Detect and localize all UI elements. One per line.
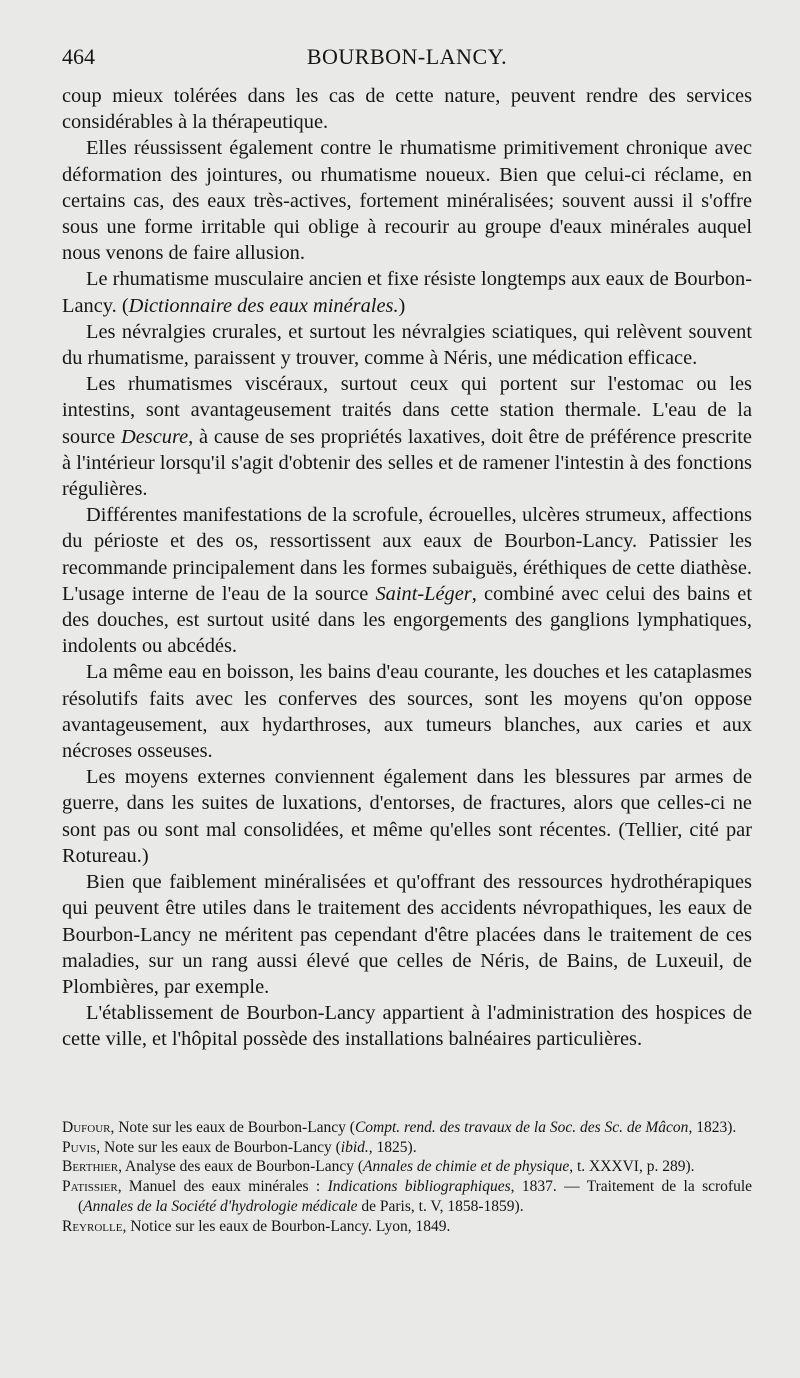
bibliography [62, 1118, 752, 1236]
reference-title: Compt. rend. des travaux de la Soc. des Sc. de Mâcon [354, 1119, 689, 1136]
reference-text: , 1823). [688, 1119, 737, 1136]
running-title: BOURBON-LANCY. [306, 44, 508, 69]
paragraph: Les moyens externes conviennent également dans les blessures par armes de guerre, dans les suites de luxations, d'entorses, de fractures, alors que celles-ci ne sont pas ou sont mal consolidées, et même qu'elles sont récentes. (Tellier, cité par Rotureau.) [62, 766, 752, 867]
paragraph: L'établissement de Bourbon-Lancy appartient à l'administration des hospices de cette ville, et l'hôpital possède des installations balnéaires particulières. [62, 1002, 752, 1051]
paragraph-text: ) [398, 294, 406, 317]
reference-text: , Note sur les eaux de Bourbon-Lancy ( [110, 1119, 355, 1136]
reference-title: Annales de la Société d'hydrologie médicale [83, 1197, 358, 1215]
paragraph [62, 502, 752, 659]
paragraph: Les névralgies crurales, et surtout les névralgies sciatiques, qui relèvent souvent du rhumatisme, paraissent y trouver, comme à Néris, une médication efficace. [62, 320, 752, 370]
page-number: 464 [62, 44, 95, 69]
paragraph [62, 371, 752, 502]
reference-text: , Manuel des eaux minérales : [117, 1178, 328, 1196]
reference-text: , Note sur les eaux de Bourbon-Lancy ( [96, 1138, 341, 1156]
reference-item [62, 1157, 752, 1177]
paragraph: Elles réussissent également contre le rhumatisme primitivement chronique avec déformation des jointures, ou rhumatisme noueux. Bien que celui-ci réclame, en certains cas, des eaux très-actives, fortement minéralisées; souvent aussi il s'offre sous une forme irritable qui oblige à recourir au groupe d'eaux minérales auquel nous venons de faire allusion. [62, 137, 752, 265]
paragraph-text: Différentes manifestations de la scrofule, écrouelles, ulcères strumeux, affections du périoste et des os, ressortissent aux eaux de Bourbon-Lancy. Patissier les recommande principalement dans les formes subaiguës, éréthiques de cette diathèse. L'usage interne de l'eau de la source [62, 504, 752, 605]
paragraph [62, 266, 752, 318]
body-text [62, 83, 752, 1053]
source-name: Descure [120, 425, 189, 448]
reference-title: ibid. [340, 1138, 369, 1156]
reference-text: , 1825). [368, 1138, 417, 1156]
page-header [62, 44, 752, 74]
reference-text: , Notice sur les eaux de Bourbon-Lancy. Lyon, 1849. [122, 1217, 451, 1235]
reference-author: Dufour [62, 1119, 111, 1136]
paragraph-text: Le rhumatisme musculaire ancien et fixe résiste longtemps aux eaux de Bourbon-Lancy. ( [62, 268, 752, 317]
reference-author: Patissier [62, 1178, 118, 1196]
reference-item [62, 1138, 752, 1158]
paragraph-text: , combiné avec celui des bains et des douches, est surtout usité dans les engorgements des ganglions lymphatiques, indolents ou abcédés. [62, 582, 752, 658]
paragraph-text: Les rhumatismes viscéraux, surtout ceux qui portent sur l'estomac ou les intestins, sont avantageusement traités dans cette station thermale. L'eau de la source [62, 373, 752, 448]
reference-text: , 1837. — Traitement de la scrofule ( [78, 1178, 753, 1215]
reference-text: , Analyse des eaux de Bourbon-Lancy ( [118, 1158, 364, 1176]
reference-item [62, 1177, 752, 1216]
reference-item [62, 1217, 752, 1237]
reference-author: Puvis [62, 1138, 97, 1156]
paragraph: La même eau en boisson, les bains d'eau courante, les douches et les cataplasmes résolutifs faits avec les conferves des sources, sont les moyens qu'on oppose avantageusement, aux hydarthroses, aux tumeurs blanches, aux caries et aux nécroses osseuses. [62, 661, 752, 763]
reference-title: Indications bibliographiques [327, 1178, 511, 1196]
source-name: Saint-Léger [375, 582, 472, 605]
reference-author: Berthier [62, 1158, 119, 1176]
italic-title: Dictionnaire des eaux minérales. [128, 294, 399, 317]
paragraph-text: , à cause de ses propriétés laxatives, doit être de préférence prescrite à l'intérieur lorsqu'il s'agit d'obtenir des selles et de ramener l'intestin à des fonctions régulières. [62, 425, 752, 501]
reference-title: Annales de chimie et de physique [363, 1158, 570, 1176]
paragraph: coup mieux tolérées dans les cas de cette nature, peuvent rendre des services considérables à la thérapeutique. [62, 85, 752, 134]
reference-item [62, 1118, 752, 1138]
reference-text: , t. XXXVI, p. 289). [569, 1158, 695, 1176]
paragraph: Bien que faiblement minéralisées et qu'offrant des ressources hydrothérapiques qui peuvent être utiles dans le traitement des accidents névropathiques, les eaux de Bourbon-Lancy ne méritent pas cependant d'être placées dans le traitement de ces maladies, sur un rang aussi élevé que celles de Néris, de Bains, de Luxeuil, de Plombières, par exemple. [62, 871, 752, 998]
reference-author: Reyrolle [62, 1217, 123, 1235]
reference-text: de Paris, t. V, 1858-1859). [357, 1197, 524, 1215]
